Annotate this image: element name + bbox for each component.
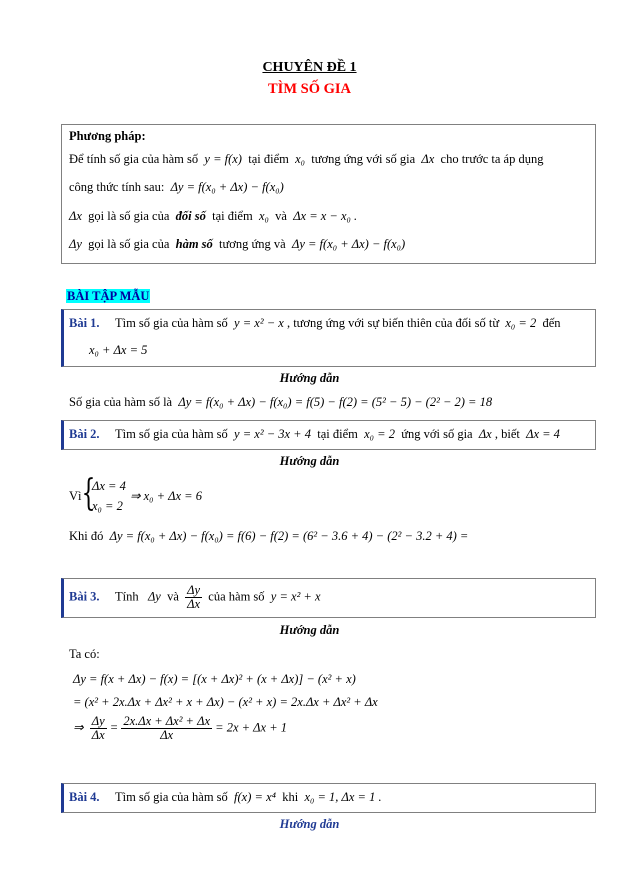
bai3-fraction: $\frac{\Delta y}{\Delta x}$ xyxy=(187,583,201,611)
bai2-sys2: x₀ = 2 xyxy=(92,499,123,513)
method-heading: Phương pháp: xyxy=(69,129,146,143)
bai1-line-1: Bài 1. Tìm số gia của hàm số y = x² − x , tương ứng với sự biến thiên của đối số từ x₀ = 2 đến xyxy=(69,316,561,330)
section-label xyxy=(66,288,150,304)
method-line-4: Δy gọi là số gia của hàm số tương ứng và Δy = f(x₀ + Δx) − f(x₀) xyxy=(69,237,406,251)
bai2-sys1: Δx = 4 xyxy=(92,479,126,493)
bai1-solution: Số gia của hàm số là Δy = f(x₀ + Δx) − f(x₀) = f(5) − f(2) = (5² − 5) − (2² − 2) = 18 xyxy=(69,395,493,409)
bai2-khi-do: Khi đó Δy = f(x₀ + Δx) − f(x₀) = f(6) − f(2) = (6² − 3.6 + 4) − (2² − 3.2 + 4) = xyxy=(69,529,469,543)
bai3-eq1: Δy = f(x + Δx) − f(x) = [(x + Δx)² + (x + Δx)] − (x² + x) xyxy=(73,672,356,686)
bai4-line: Bài 4. Tìm số gia của hàm số f(x) = x⁴ khi x₀ = 1, Δx = 1 . xyxy=(69,790,382,804)
bai2-implies: ⇒ x₀ + Δx = 6 xyxy=(130,489,202,503)
bai2-line: Bài 2. Tìm số gia của hàm số y = x² − 3x + 4 tại điểm x₀ = 2 ứng với số gia Δx , biết Δx = 4 xyxy=(69,427,560,441)
method-line-3: Δx gọi là số gia của đối số tại điểm x₀ và Δx = x − x₀ . xyxy=(69,209,358,223)
bai3-ta-co: Ta có: xyxy=(69,647,100,661)
bai3-guide: Hướng dẫn xyxy=(279,623,340,637)
bai2-vi: Vì xyxy=(69,489,82,503)
topic-title: TÌM SỐ GIA xyxy=(268,81,351,97)
bai3-eq2: = (x² + 2x.Δx + Δx² + x + Δx) − (x² + x) = 2x.Δx + Δx² + Δx xyxy=(73,695,378,709)
chuyen-de-heading: CHUYÊN ĐỀ 1 xyxy=(262,60,357,75)
bai1-guide: Hướng dẫn xyxy=(279,371,340,385)
bai2-guide: Hướng dẫn xyxy=(279,454,340,468)
bai1-line-2: x₀ + Δx = 5 xyxy=(89,343,148,357)
section-label-text: BÀI TẬP MẪU xyxy=(67,289,150,303)
method-line-1: Để tính số gia của hàm số y = f(x) tại điểm x₀ tương ứng với số gia Δx cho trước ta áp dụng xyxy=(69,152,544,166)
bai3-eq3: ⇒ $\frac{\Delta y}{\Delta x}$ = $\frac{\text{2x.Δx + Δx² + Δx}}{\Delta x}$ = 2x + Δx + 1 xyxy=(73,714,288,742)
method-line-2: công thức tính sau: Δy = f(x₀ + Δx) − f(x₀) xyxy=(69,180,284,194)
bai4-guide: Hướng dẫn xyxy=(279,817,340,831)
bai3-line: Bài 3. Tính Δy và $\frac{\Delta y}{\Delta x}$ của hàm số y = x² + x xyxy=(69,583,321,611)
system-brace: { xyxy=(81,473,96,514)
